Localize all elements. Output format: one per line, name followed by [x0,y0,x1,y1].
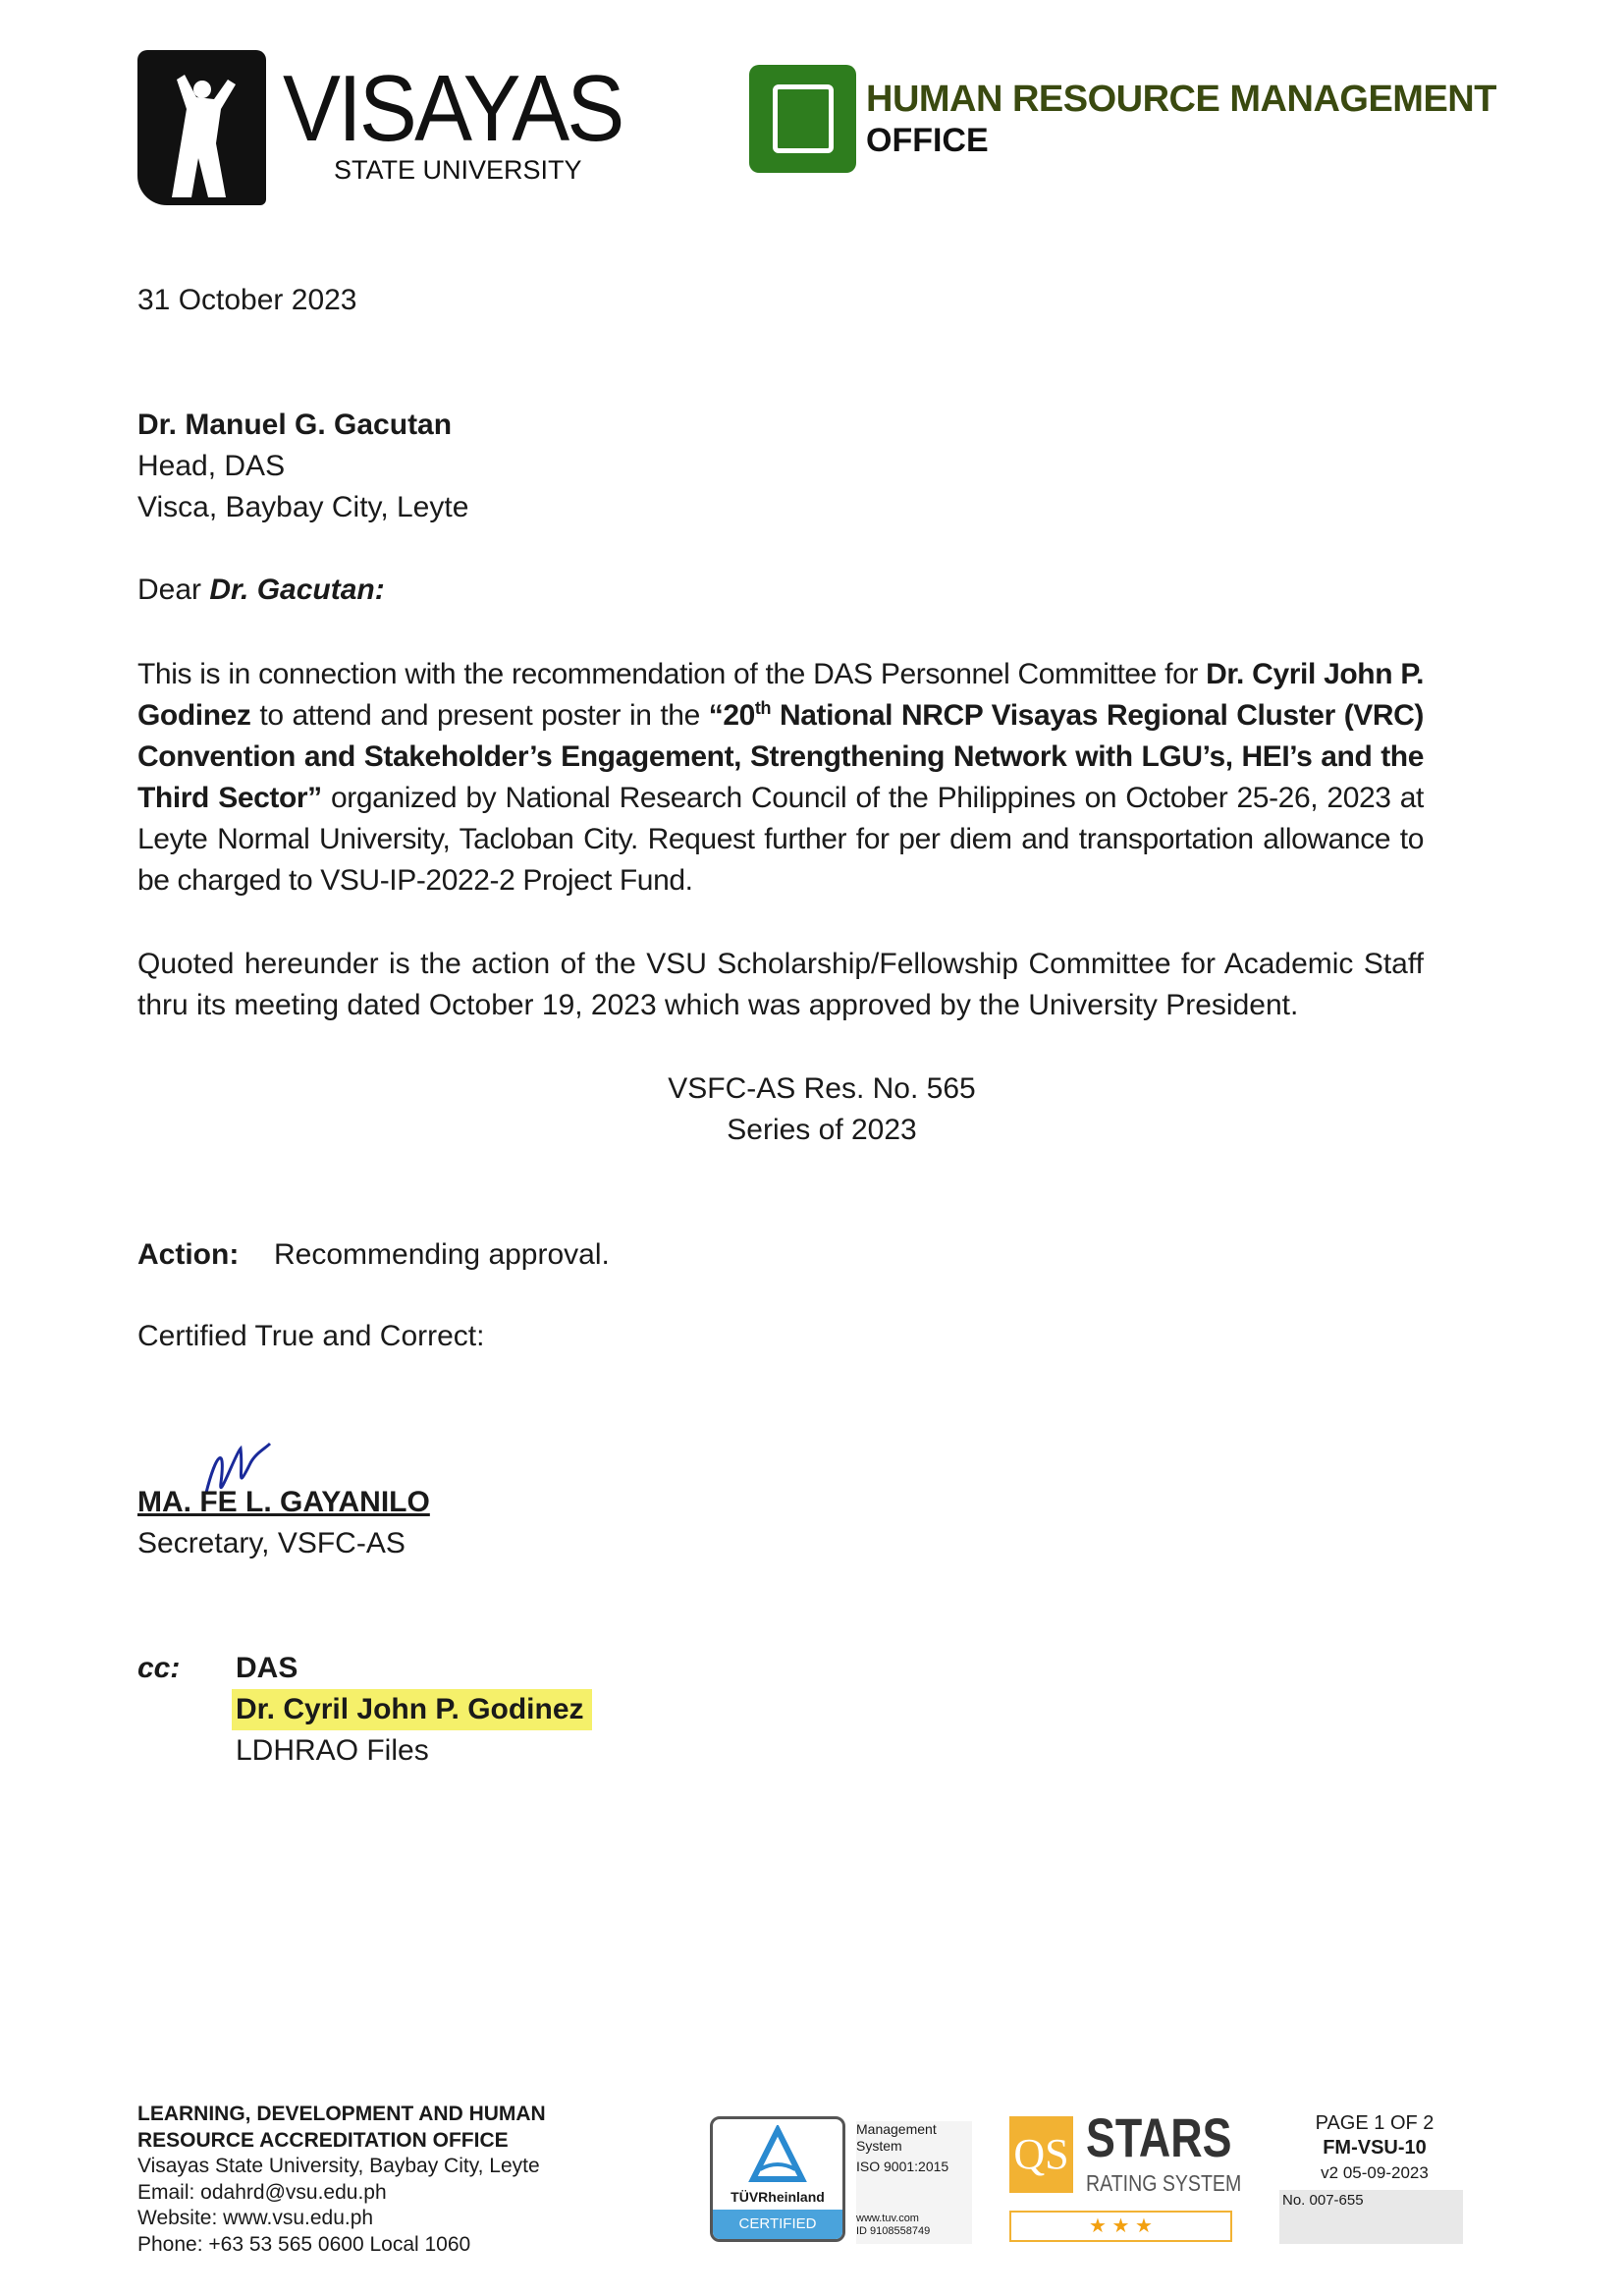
recipient-address: Visca, Baybay City, Leyte [137,491,469,523]
tuv-details [856,2121,972,2244]
resolution-series: Series of 2023 [727,1114,917,1146]
tuv-web: www.tuv.com [856,2213,919,2224]
footer-website: Website: www.vsu.edu.ph [137,2207,374,2229]
footer-phone: Phone: +63 53 565 0600 Local 1060 [137,2232,471,2256]
university-subtitle: STATE UNIVERSITY [334,155,582,185]
qs-stars-rating: ★ ★ ★ [1009,2211,1232,2242]
para1-event: “20 [708,699,755,732]
para1-text-3: organized by National Research Council of the Philippines on October 25-26, 2023 at Leyte Normal University, Tacloban City. Request further for per diem and transportation allowance to be charged to VSU-IP-2022-2 Project Fund. [137,782,1424,897]
form-code: FM-VSU-10 [1323,2137,1427,2159]
office-title: HUMAN RESOURCE MANAGEMENT [866,79,1496,120]
qs-stars-title: STARS [1086,2106,1232,2168]
cc-item-highlighted: Dr. Cyril John P. Godinez [232,1689,592,1730]
recipient-title: Head, DAS [137,450,286,482]
tuv-certified: CERTIFIED [713,2210,842,2239]
tuv-triangle-icon [748,2125,807,2184]
qs-rating-system: RATING SYSTEM [1086,2170,1242,2196]
tuv-ms1: Management [856,2121,937,2137]
para1-sup: th [754,698,772,718]
page-number: PAGE 1 OF 2 [1315,2112,1435,2134]
salutation-prefix: Dear [137,574,210,606]
hrm-logo [749,65,856,173]
letter-date: 31 October 2023 [137,284,357,316]
cc-item: DAS [236,1652,298,1684]
control-number: No. 007-655 [1279,2190,1463,2244]
qs-logo: QS [1009,2116,1073,2193]
form-version: v2 05-09-2023 [1321,2163,1429,2182]
cc-item: LDHRAO Files [236,1734,429,1767]
para1-person: Dr. Cyril John P. Godinez [137,658,1425,732]
cc-label: cc: [137,1652,181,1684]
tuv-ms2: System [856,2138,902,2154]
action-value: Recommending approval. [274,1238,610,1271]
signatory-name: MA. FE L. GAYANILO [137,1486,430,1518]
paragraph-1 [137,654,1424,902]
footer-office [137,2102,546,2258]
para1-text: This is in connection with the recommendation of the DAS Personnel Committee for [137,658,1207,690]
office-title-2: OFFICE [866,122,989,159]
action-label: Action: [137,1238,240,1271]
page-info [1286,2111,1463,2185]
university-name: VISAYAS [283,56,623,161]
para1-event-2: National NRCP Visayas Regional Cluster (VRC) Convention and Stakeholder’s Engagement, Strengthening Network with LGU’s, HEI’s and the Third Sector” [137,699,1425,814]
signatory-title: Secretary, VSFC-AS [137,1527,406,1559]
resolution-number: VSFC-AS Res. No. 565 [668,1072,976,1105]
vsu-logo [137,50,266,205]
footer-office-line2: RESOURCE ACCREDITATION OFFICE [137,2128,509,2152]
tuv-brand: TÜVRheinland [731,2189,825,2205]
footer-email: Email: odahrd@vsu.edu.ph [137,2180,387,2204]
tuv-iso: ISO 9001:2015 [856,2159,949,2174]
salutation [137,570,385,611]
recipient-name: Dr. Manuel G. Gacutan [137,409,453,441]
para1-text-2: to attend and present poster in the [250,699,709,732]
tuv-badge [710,2116,845,2242]
paragraph-2: Quoted hereunder is the action of the VSU Scholarship/Fellowship Committee for Academic Staff thru its meeting dated October 19, 2023 which was approved by the University President. [137,948,1424,1021]
salutation-name: Dr. Gacutan: [209,574,385,606]
footer-office-line1: LEARNING, DEVELOPMENT AND HUMAN [137,2103,546,2125]
tuv-id: ID 9108558749 [856,2225,931,2237]
certified-text: Certified True and Correct: [137,1320,485,1352]
footer-address: Visayas State University, Baybay City, Leyte [137,2155,540,2177]
